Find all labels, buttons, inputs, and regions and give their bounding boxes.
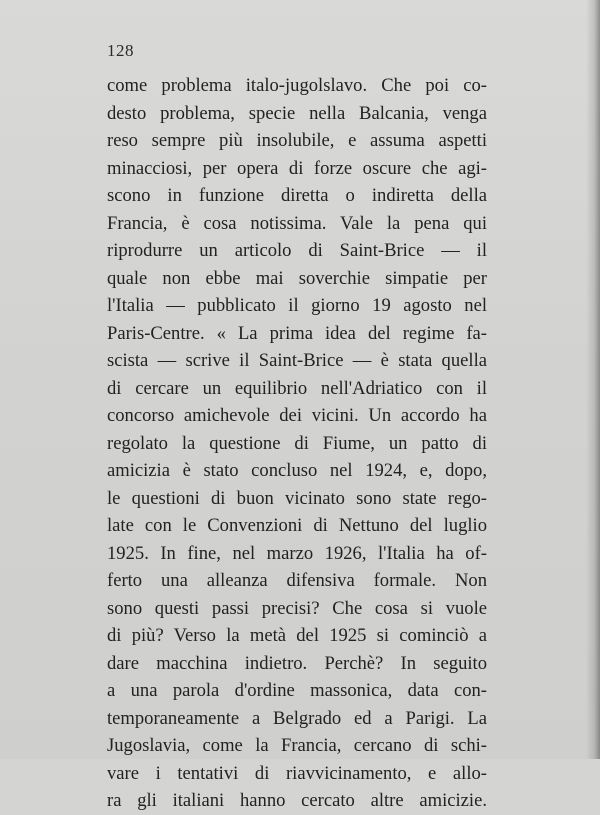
body-text — [107, 72, 487, 815]
text-line: ra gli italiani hanno cercato altre amicizie. — [107, 790, 487, 811]
text-line: 1925. In fine, nel marzo 1926, l'Italia ha of- — [107, 542, 487, 564]
text-line: vare i tentativi di riavvicinamento, e allo- — [107, 762, 487, 784]
text-line: di cercare un equilibrio nell'Adriatico con il — [107, 377, 487, 399]
page-number: 128 — [107, 41, 134, 60]
text-line: amicizia è stato concluso nel 1924, e, dopo, — [107, 460, 487, 481]
text-line: scista — scrive il Saint-Brice — è stata quella — [107, 350, 487, 371]
text-line: l'Italia — pubblicato il giorno 19 agosto nel — [107, 295, 487, 316]
text-line: come problema italo-jugolslavo. Che poi co- — [107, 75, 487, 96]
text-line: concorso amichevole dei vicini. Un accordo ha — [107, 405, 487, 426]
text-line: le questioni di buon vicinato sono state rego- — [107, 487, 487, 509]
text-line: regolato la questione di Fiume, un patto di — [107, 432, 487, 454]
text-line: sono questi passi precisi? Che cosa si vuole — [107, 597, 487, 619]
text-line: a una parola d'ordine massonica, data con- — [107, 680, 487, 701]
text-line: di più? Verso la metà del 1925 si cominciò a — [107, 625, 487, 646]
text-line: riprodurre un articolo di Saint-Brice — il — [107, 240, 487, 261]
text-line: temporaneamente a Belgrado ed a Parigi. La — [107, 707, 487, 729]
text-line: dare macchina indietro. Perchè? In seguito — [107, 652, 487, 674]
text-line: minacciosi, per opera di forze oscure che agi- — [107, 157, 487, 179]
text-line: desto problema, specie nella Balcania, venga — [107, 102, 487, 124]
text-line: late con le Convenzioni di Nettuno del luglio — [107, 515, 487, 536]
text-line: scono in funzione diretta o indiretta della — [107, 185, 487, 206]
text-line: ferto una alleanza difensiva formale. Non — [107, 570, 487, 591]
text-line: Paris-Centre. « La prima idea del regime fa- — [107, 322, 487, 344]
page-edge-shadow — [586, 0, 600, 759]
text-line: Jugoslavia, come la Francia, cercano di schi- — [107, 735, 487, 756]
text-line: Francia, è cosa notissima. Vale la pena qui — [107, 212, 487, 234]
text-line: reso sempre più insolubile, e assuma aspetti — [107, 130, 487, 151]
text-line: quale non ebbe mai soverchie simpatie per — [107, 267, 487, 289]
